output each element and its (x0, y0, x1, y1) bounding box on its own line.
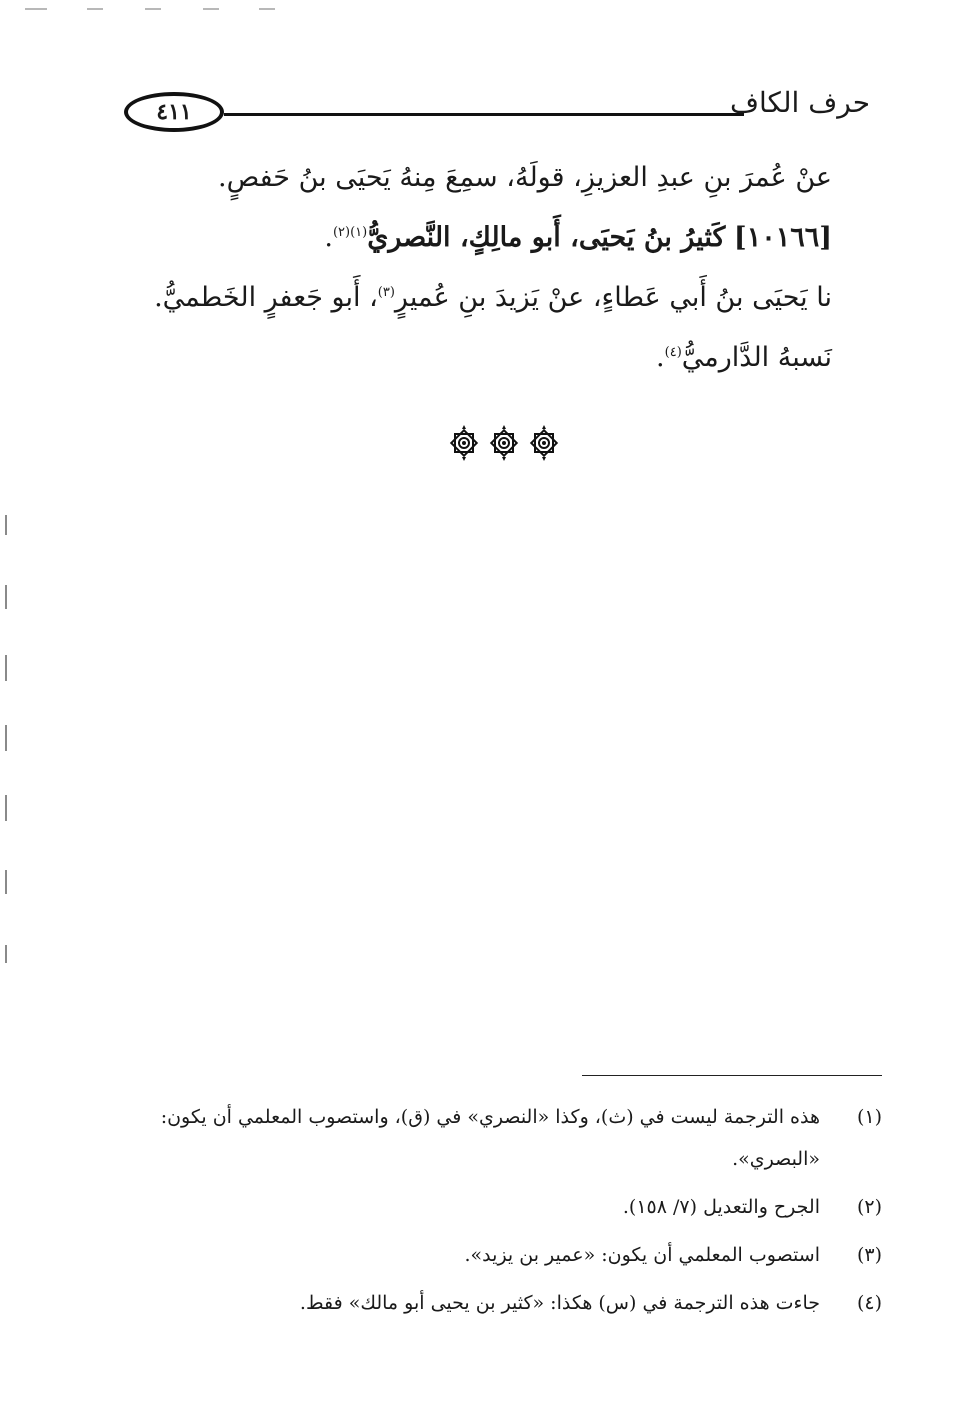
eight-point-star-ornament-icon (528, 424, 560, 462)
text-line-3b: ، أَبو جَعفرٍ الخَطميُّ. (154, 282, 378, 313)
footnote-ref: (١)(٢) (332, 225, 368, 240)
footnote-text: استصوب المعلمي أن يكون: «عمير بن يزيد». (464, 1244, 820, 1266)
scan-edge-mark (5, 945, 7, 963)
page-header (118, 86, 870, 142)
footnote-ref: (٤) (664, 345, 682, 360)
section-divider-ornaments (448, 424, 560, 464)
main-text (154, 148, 832, 388)
text-line-4 (230, 328, 832, 388)
text-line-3 (154, 268, 832, 328)
period: . (656, 342, 665, 373)
page-number: ٤١١ (124, 92, 224, 132)
footnote-number: (٤) (856, 1292, 882, 1314)
entry-heading (230, 208, 832, 268)
chapter-title: حرف الكاف (729, 86, 870, 119)
scan-edge-mark (5, 795, 7, 821)
footnotes (140, 1096, 882, 1330)
text-line-4-text: نَسبهُ الدَّارميُّ (681, 342, 832, 373)
footnote-text: هذه الترجمة ليست في (ث)، وكذا «النصري» في (ق)، واستصوب المعلمي أن يكون: «البصري». (160, 1106, 820, 1170)
scan-edge-mark (5, 725, 7, 751)
scan-edge-mark (5, 870, 7, 894)
footnote-3 (140, 1234, 882, 1276)
text-line-1: عنْ عُمرَ بنِ عبدِ العزيزِ، قولَهُ، سمِعَ مِنهُ يَحيَى بنُ حَفصٍ. (217, 162, 832, 193)
footnote-separator (582, 1075, 882, 1076)
text-line-3a: نا يَحيَى بنُ أَبي عَطاءٍ، عنْ يَزيدَ بنِ عُميرٍ (394, 282, 832, 313)
footnote-ref: (٣) (377, 285, 395, 300)
footnote-4 (140, 1282, 882, 1324)
eight-point-star-ornament-icon (488, 424, 520, 462)
entry-name: كَثيرُ بنُ يَحيَى، أَبو مالِكٍ، النَّصريُّ (367, 222, 726, 253)
scan-edge-mark (5, 515, 7, 535)
footnote-number: (١) (856, 1106, 882, 1128)
footnote-text: الجرح والتعديل (٧/ ١٥٨). (622, 1196, 820, 1218)
footnote-number: (٢) (856, 1196, 882, 1218)
footnote-2 (140, 1186, 882, 1228)
scan-edge-mark (5, 585, 7, 609)
top-scan-marks (25, 8, 305, 12)
scan-edge-mark (5, 655, 7, 681)
footnote-number: (٣) (856, 1244, 882, 1266)
footnote-text: جاءت هذه الترجمة في (س) هكذا: «كثير بن يحيى أبو مالك» فقط. (299, 1292, 820, 1314)
header-rule (224, 113, 744, 116)
period: . (324, 222, 333, 253)
eight-point-star-ornament-icon (448, 424, 480, 462)
entry-number: [١٠١٦٦] (733, 222, 832, 253)
footnote-1 (140, 1096, 882, 1180)
